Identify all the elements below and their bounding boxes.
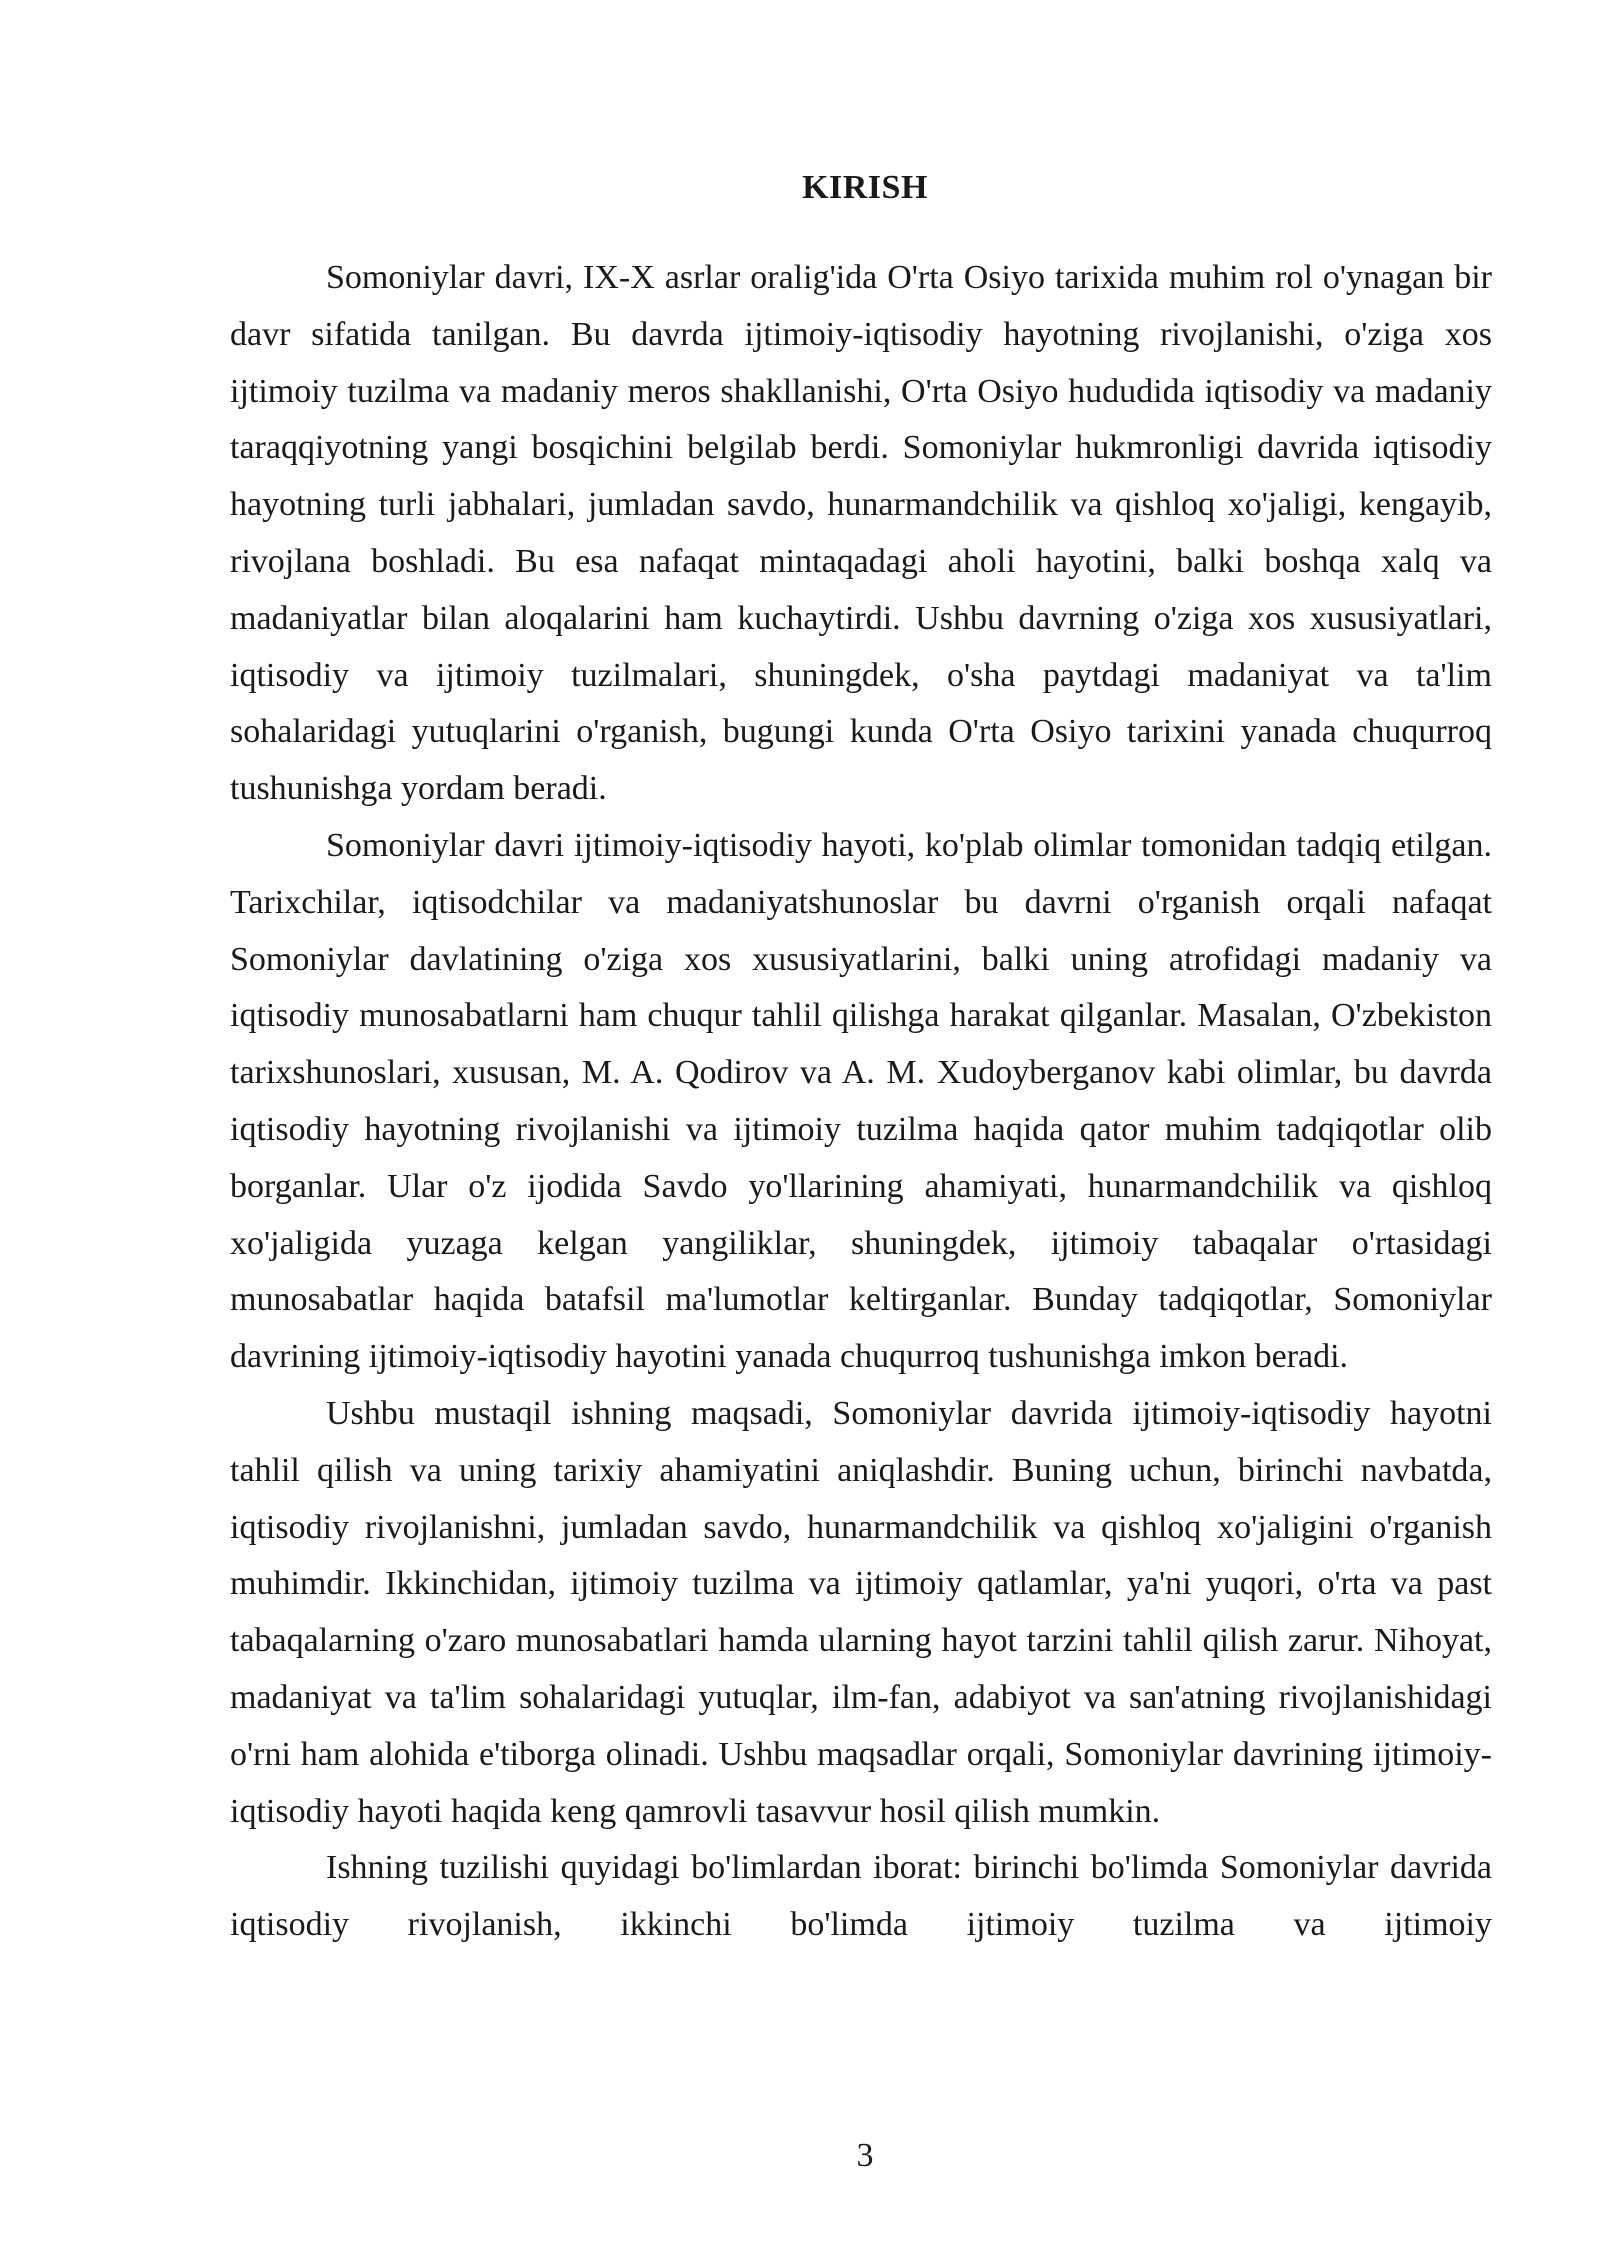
paragraph-1: Somoniylar davri, IX-X asrlar oralig'ida O'rta Osiyo tarixida muhim rol o'ynagan bir davr sifatida tanilgan. Bu davrda ijtimoiy-iqtisodiy hayotning rivojlanishi, o'ziga xos ijtimoiy tuzilma va madaniy meros shakllanishi, O'rta Osiyo hududida iqtisodiy va madaniy taraqqiyotning yangi bosqichini belgilab berdi. Somoniylar hukmronligi davrida iqtisodiy hayotning turli jabhalari, jumladan savdo, hunarmandchilik va qishloq xo'jaligi, kengayib, rivojlana boshladi. Bu esa nafaqat mintaqadagi aholi hayotini, balki boshqa xalq va madaniyatlar bilan aloqalarini ham kuchaytirdi. Ushbu davrning o'ziga xos xususiyatlari, iqtisodiy va ijtimoiy tuzilmalari, shuningdek, o'sha paytdagi madaniyat va ta'lim sohalaridagi yutuqlarini o'rganish, bugungi kunda O'rta Osiyo tarixini yanada chuqurroq tushunishga yordam beradi.: [230, 259, 1492, 808]
paragraph-2: Somoniylar davri ijtimoiy-iqtisodiy hayoti, ko'plab olimlar tomonidan tadqiq etilgan. Tarixchilar, iqtisodchilar va madaniyatshunoslar bu davrni o'rganish orqali nafaqat Somoniylar davlatining o'ziga xos xususiyatlarini, balki uning atrofidagi madaniy va iqtisodiy munosabatlarni ham chuqur tahlil qilishga harakat qilganlar. Masalan, O'zbekiston tarixshunoslari, xususan, M. A. Qodirov va A. M. Xudoyberganov kabi olimlar, bu davrda iqtisodiy hayotning rivojlanishi va ijtimoiy tuzilma haqida qator muhim tadqiqotlar olib borganlar. Ular o'z ijodida Savdo yo'llarining ahamiyati, hunarmandchilik va qishloq xo'jaligida yuzaga kelgan yangiliklar, shuningdek, ijtimoiy tabaqalar o'rtasidagi munosabatlar haqida batafsil ma'lumotlar keltirganlar. Bunday tadqiqotlar, Somoniylar davrining ijtimoiy-iqtisodiy hayotini yanada chuqurroq tushunishga imkon beradi.: [230, 826, 1492, 1376]
paragraph-4: Ishning tuzilishi quyidagi bo'limlardan iborat: birinchi bo'limda Somoniylar davrida iqtisodiy rivojlanish, ikkinchi bo'limda ijtimoiy tuzilma va ijtimoiy: [230, 1849, 1492, 1944]
document-body: [230, 250, 1492, 1954]
paragraph-3: Ushbu mustaqil ishning maqsadi, Somoniylar davrida ijtimoiy-iqtisodiy hayotni tahlil qilish va uning tarixiy ahamiyatini aniqlashdir. Buning uchun, birinchi navbatda, iqtisodiy rivojlanishni, jumladan savdo, hunarmandchilik va qishloq xo'jaligini o'rganish muhimdir. Ikkinchidan, ijtimoiy tuzilma va ijtimoiy qatlamlar, ya'ni yuqori, o'rta va past tabaqalarning o'zaro munosabatlari hamda ularning hayot tarzini tahlil qilish zarur. Nihoyat, madaniyat va ta'lim sohalaridagi yutuqlar, ilm-fan, adabiyot va san'atning rivojlanishidagi o'rni ham alohida e'tiborga olinadi. Ushbu maqsadlar orqali, Somoniylar davrining ijtimoiy-iqtisodiy hayoti haqida keng qamrovli tasavvur hosil qilish mumkin.: [230, 1394, 1492, 1830]
page-title: KIRISH: [802, 169, 928, 206]
page-number: 3: [856, 2137, 874, 2174]
